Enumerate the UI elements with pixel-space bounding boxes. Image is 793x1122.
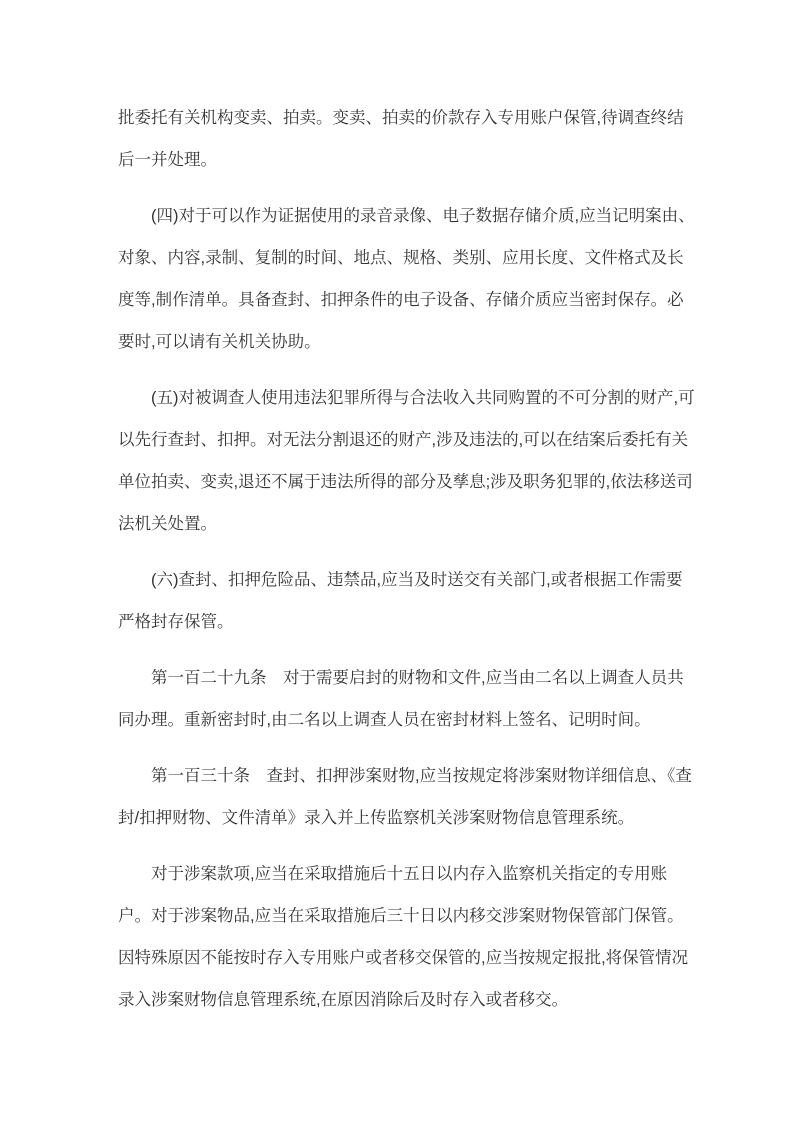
paragraph-article-129: 第一百二十九条 对于需要启封的财物和文件,应当由二名以上调查人员共同办理。重新密封时,由二名以上调查人员在密封材料上签名、记明时间。 [118,669,684,729]
paragraph-item-6: (六)查封、扣押危险品、违禁品,应当及时送交有关部门,或者根据工作需要严格封存保管。 [118,571,683,631]
paragraph-continuation: 批委托有关机构变卖、拍卖。变卖、拍卖的价款存入专用账户保管,待调查终结后一并处理。 [118,109,684,169]
paragraph-item-5: (五)对被调查人使用违法犯罪所得与合法收入共同购置的不可分割的财产,可以先行查封、扣押。对无法分割退还的财产,涉及违法的,可以在结案后委托有关单位拍卖、变卖,退还不属于违法所得的部分及孳息;涉及职务犯罪的,依法移送司法机关处置。 [118,389,695,533]
document-body [118,97,696,1035]
paragraph-item-4: (四)对于可以作为证据使用的录音录像、电子数据存储介质,应当记明案由、对象、内容,录制、复制的时间、地点、规格、类别、应用长度、文件格式及长度等,制作清单。具备查封、扣押条件的电子设备、存储介质应当密封保存。必要时,可以请有关机关协助。 [118,207,695,351]
paragraph-article-130-continued: 对于涉案款项,应当在采取措施后十五日以内存入监察机关指定的专用账户。对于涉案物品,应当在采取措施后三十日以内移交涉案财物保管部门保管。因特殊原因不能按时存入专用账户或者移交保管的,应当按规定报批,将保管情况录入涉案财物信息管理系统,在原因消除后及时存入或者移交。 [118,865,689,1009]
paragraph-article-130: 第一百三十条 查封、扣押涉案财物,应当按规定将涉案财物详细信息、《查封/扣押财物、文件清单》录入并上传监察机关涉案财物信息管理系统。 [118,767,692,827]
